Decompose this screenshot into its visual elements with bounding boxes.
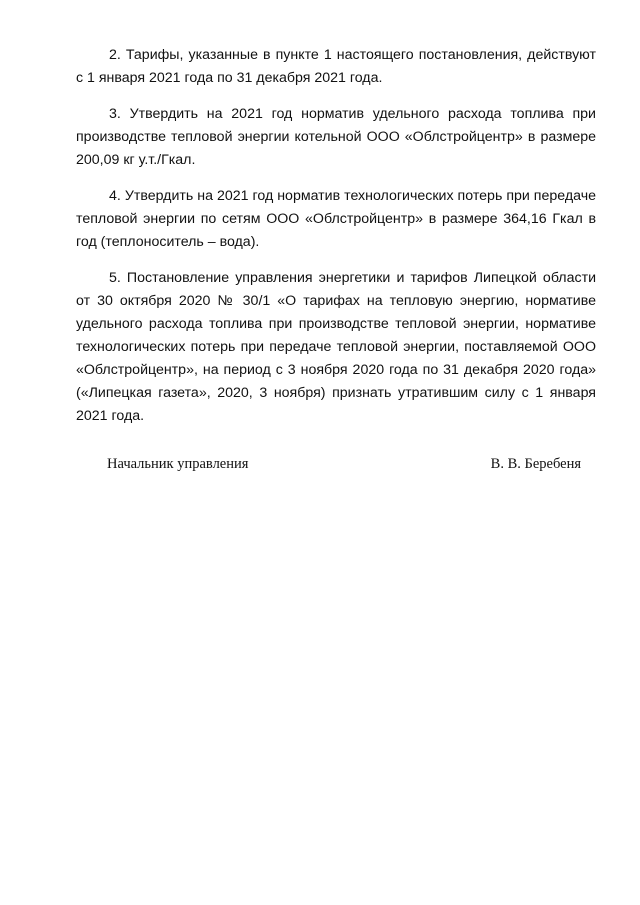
signatory-position: Начальник управления bbox=[107, 456, 249, 472]
paragraph-5: 5. Постановление управления энергетики и тарифов Липецкой области от 30 октября 2020 № 30/1 «О тарифах на тепловую энергию, нормативе удельного расхода топлива при производстве тепловой энергии, нормативе технологических потерь при передаче тепловой энергии, поставляемой ООО «Облстройцентр», на период с 3 ноября 2020 года по 31 декабря 2020 года» («Липецкая газета», 2020, 3 ноября) признать утратившим силу с 1 января 2021 года. bbox=[76, 270, 596, 424]
paragraph-3: 3. Утвердить на 2021 год норматив удельного расхода топлива при производстве тепловой энергии котельной ООО «Облстройцентр» в размере 200,09 кг у.т./Гкал. bbox=[76, 106, 596, 168]
signatory-name: В. В. Беребеня bbox=[490, 456, 581, 472]
document-body bbox=[76, 44, 596, 441]
paragraph-2: 2. Тарифы, указанные в пункте 1 настоящего постановления, действуют с 1 января 2021 года по 31 декабря 2021 года. bbox=[76, 47, 596, 86]
paragraph-4: 4. Утвердить на 2021 год норматив технологических потерь при передаче тепловой энергии по сетям ООО «Облстройцентр» в размере 364,16 Гкал в год (теплоноситель – вода). bbox=[76, 188, 596, 250]
signature-block bbox=[107, 453, 581, 475]
